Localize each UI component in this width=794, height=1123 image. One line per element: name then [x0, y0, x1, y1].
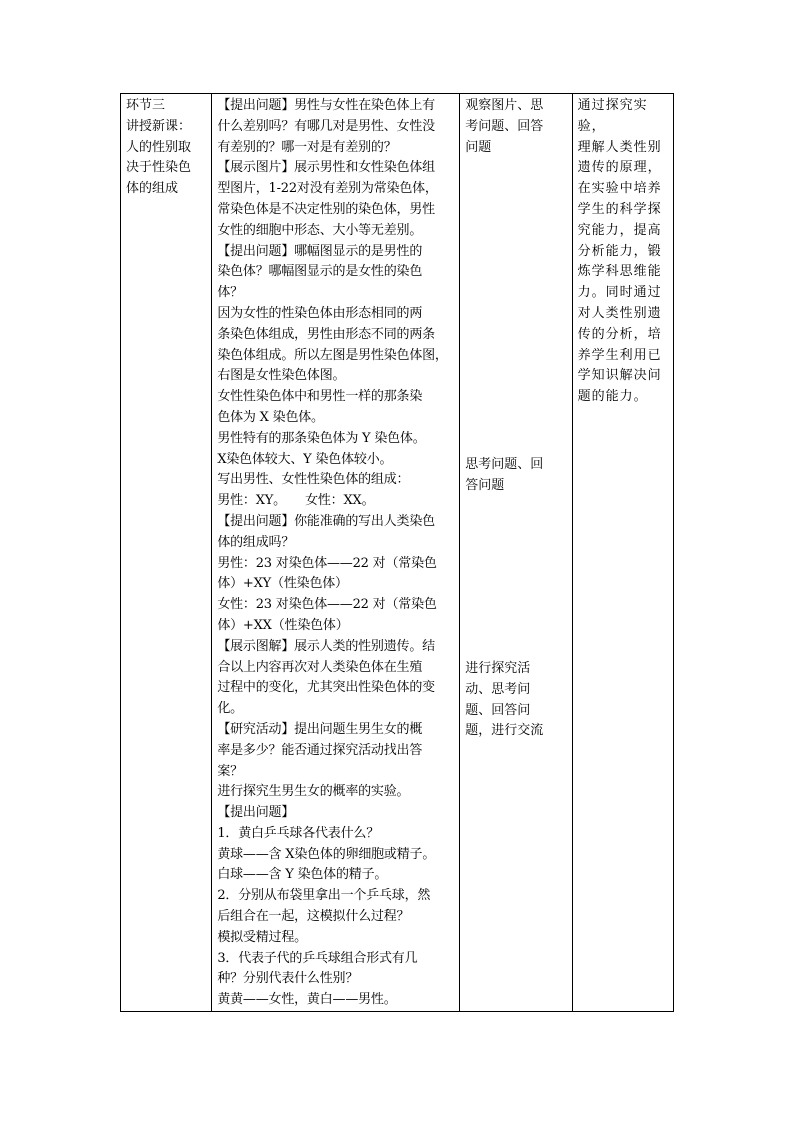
- intent-line: 遗传的原理，: [577, 160, 662, 176]
- content-line: 染色体？哪幅图显示的是女性的染色: [217, 264, 423, 280]
- content-line: 黄黄——女性，黄白——男性。: [217, 992, 397, 1008]
- content-line: 男性：23 对染色体——22 对（常染色: [217, 555, 437, 571]
- content-line: 案？: [217, 763, 243, 779]
- content-line: 过程中的变化，尤其突出性染色体的变: [217, 680, 435, 696]
- content-line: 型图片，1-22对没有差别为常染色体，: [217, 181, 438, 197]
- content-line: 右图是女性染色体图。: [217, 368, 346, 384]
- content-line: 后组合在一起，这模拟什么过程？: [217, 909, 410, 925]
- content-line: 【研究活动】提出问题生男生女的概: [217, 721, 423, 737]
- content-line: 【提出问题】哪幅图显示的是男性的: [217, 243, 423, 259]
- content-line: 1．黄白乒乓球各代表什么？: [217, 825, 379, 841]
- intent-line: 学生的科学探: [577, 201, 662, 217]
- content-line: 有差别的？哪一对是有差别的？: [217, 139, 397, 155]
- table-row: [121, 94, 674, 1012]
- student-line: 动、思考问: [465, 681, 531, 697]
- content-line: 种？分别代表什么性别？: [217, 971, 359, 987]
- content-line: 【提出问题】男性与女性在染色体上有: [217, 98, 435, 113]
- content-line: 常染色体是不决定性别的染色体，男性: [217, 201, 435, 217]
- intent-line: 传的分析，培: [577, 326, 662, 342]
- intent-line: 究能力，提高: [577, 222, 662, 238]
- content-line: 黄球——含 X染色体的卵细胞或精子。: [217, 846, 436, 862]
- content-line: 化。: [217, 701, 243, 717]
- student-line: 考问题、回答: [465, 118, 544, 134]
- intent-line: 在实验中培养: [577, 181, 662, 197]
- content-line: 女性性染色体中和男性一样的那条染: [217, 389, 423, 405]
- content-line: 模拟受精过程。: [217, 929, 307, 945]
- student-line: 问题: [465, 139, 492, 155]
- content-line: 体的组成吗？: [217, 534, 295, 550]
- content-line: 3．代表子代的乒乓球组合形式有几: [217, 950, 418, 966]
- content-line: 【展示图解】展示人类的性别遗传。结: [217, 638, 435, 654]
- stage-line: 人的性别取: [126, 139, 192, 155]
- content-line: 染色体组成。所以左图是男性染色体图，: [217, 347, 448, 363]
- student-line: 进行探究活: [465, 660, 531, 676]
- content-line: 合以上内容再次对人类染色体在生殖: [217, 659, 423, 675]
- intent-line: 分析能力，锻: [577, 243, 662, 259]
- content-line: 2．分别从布袋里拿出一个乒乓球，然: [217, 888, 431, 904]
- teacher-activity-cell: [212, 94, 460, 1012]
- intent-line: 炼学科思维能: [577, 264, 662, 280]
- intent-line: 题的能力。: [577, 389, 648, 405]
- content-line: 色体为 X 染色体。: [217, 409, 324, 425]
- student-activity-cell: [460, 94, 572, 1012]
- content-line: 进行探究生男生女的概率的实验。: [217, 784, 410, 800]
- content-line: 女性的细胞中形态、大小等无差别。: [217, 222, 423, 238]
- student-line: 思考问题、回: [465, 457, 544, 473]
- intent-line: 理解人类性别: [577, 139, 662, 155]
- intent-line: 学知识解决问: [577, 368, 662, 384]
- content-line: 条染色体组成，男性由形态不同的两条: [217, 326, 435, 342]
- content-line: 体？: [217, 285, 243, 301]
- stage-line: 体的组成: [126, 181, 179, 197]
- content-line: 白球——含 Y 染色体的精子。: [217, 867, 388, 883]
- student-line: 答问题: [465, 478, 505, 494]
- content-line: 写出男性、女性性染色体的组成：: [217, 472, 410, 488]
- content-line: 什么差别吗？有哪几对是男性、女性没: [217, 118, 435, 134]
- student-line: 观察图片、思: [465, 98, 544, 113]
- student-line: 题，进行交流: [465, 723, 544, 739]
- stage-line: 讲授新课：: [126, 118, 192, 134]
- student-line: 题、回答问: [465, 702, 531, 718]
- design-intent-cell: [572, 94, 673, 1012]
- content-line: 男性：XY。 女性：XX。: [217, 493, 375, 509]
- content-line: 体）+XX（性染色体）: [217, 617, 349, 633]
- content-line: 率是多少？能否通过探究活动找出答: [217, 742, 423, 758]
- stage-line: 决于性染色: [126, 160, 192, 176]
- intent-line: 养学生利用已: [577, 347, 662, 363]
- content-line: 男性特有的那条染色体为 Y 染色体。: [217, 430, 426, 446]
- content-line: 体）+XY（性染色体）: [217, 576, 348, 592]
- content-line: 女性：23 对染色体——22 对（常染色: [217, 597, 437, 613]
- content-line: X染色体较大、Y 染色体较小。: [217, 451, 393, 467]
- content-line: 【提出问题】: [217, 805, 295, 821]
- content-line: 【提出问题】你能准确的写出人类染色: [217, 513, 435, 529]
- lesson-plan-table: [120, 93, 674, 1012]
- stage-cell: [121, 94, 212, 1012]
- intent-line: 力。同时通过: [577, 285, 662, 301]
- content-line: 【展示图片】展示男性和女性染色体组: [217, 160, 435, 176]
- stage-line: 环节三: [126, 98, 166, 113]
- intent-line: 通过探究实验，: [577, 98, 648, 134]
- content-line: 因为女性的性染色体由形态相同的两: [217, 305, 423, 321]
- intent-line: 对人类性别遗: [577, 305, 662, 321]
